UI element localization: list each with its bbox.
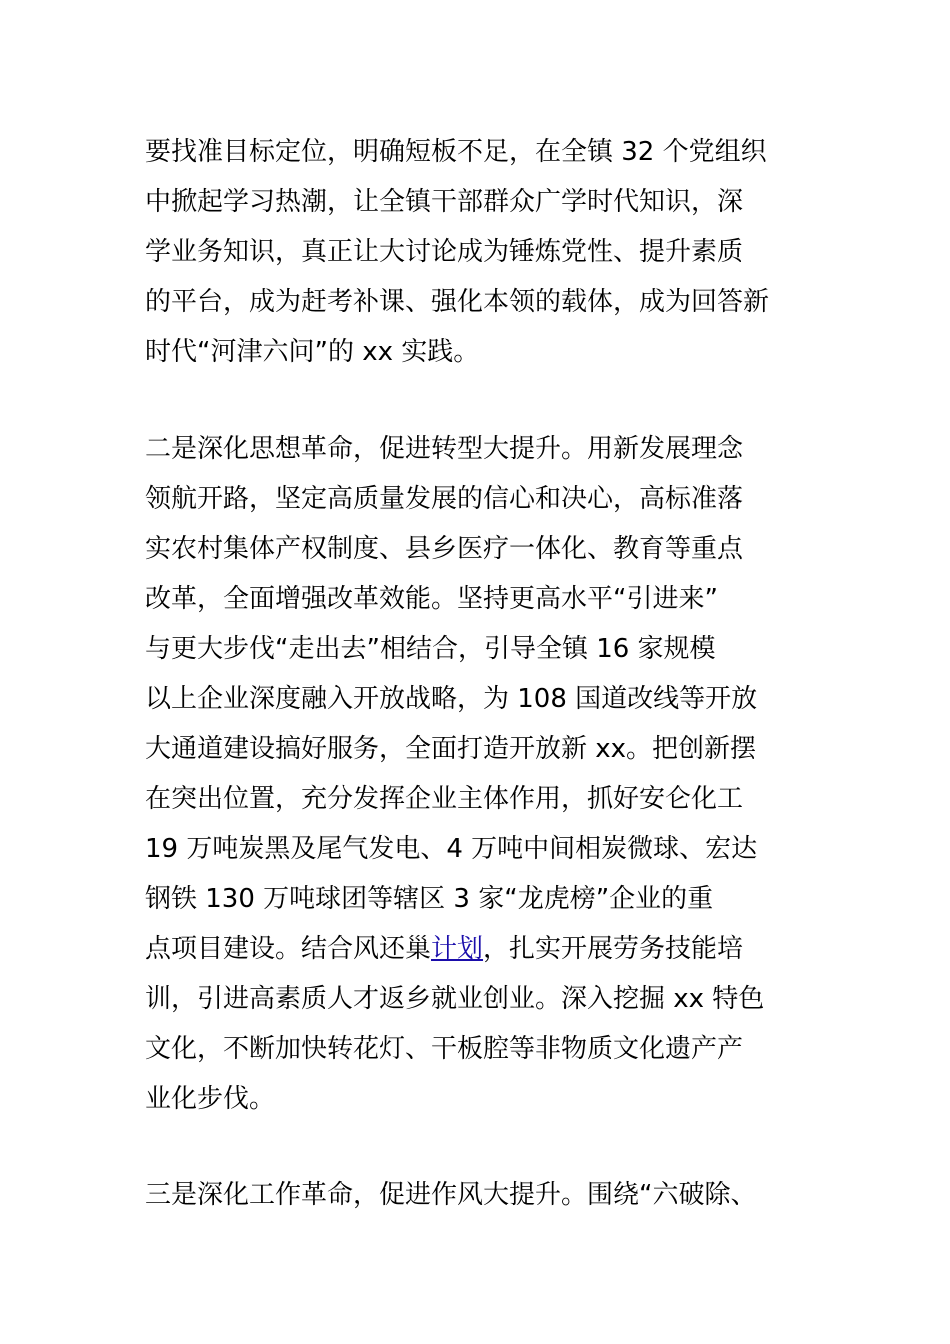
text-line: 学业务知识，真正让大讨论成为锤炼党性、提升素质: [145, 237, 744, 267]
text-line: 业化步伐。: [145, 1084, 276, 1114]
text-line: 要找准目标定位，明确短板不足，在全镇 32 个党组织: [145, 137, 767, 167]
text-line: 文化，不断加快转花灯、干板腔等非物质文化遗产产: [145, 1034, 744, 1064]
text-segment: 点项目建设。结合风还巢: [145, 934, 432, 964]
text-line-with-link: [145, 924, 743, 974]
text-line: 与更大步伐“走出去”相结合，引导全镇 16 家规模: [145, 634, 716, 664]
text-line: 时代“河津六问”的 xx 实践。: [145, 337, 480, 367]
text-line: 实农村集体产权制度、县乡医疗一体化、教育等重点: [145, 534, 744, 564]
text-line: 19 万吨炭黑及尾气发电、4 万吨中间相炭微球、宏达: [145, 834, 758, 864]
text-line: 三是深化工作革命，促进作风大提升。围绕“六破除、: [145, 1180, 757, 1210]
text-line: 在突出位置，充分发挥企业主体作用，抓好安仑化工: [145, 784, 744, 814]
text-line: 训，引进高素质人才返乡就业创业。深入挖掘 xx 特色: [145, 984, 765, 1014]
plan-link[interactable]: 计划: [431, 934, 484, 964]
text-line: 钢铁 130 万吨球团等辖区 3 家“龙虎榜”企业的重: [145, 884, 714, 914]
text-segment: ，扎实开展劳务技能培: [483, 934, 744, 964]
text-line: 的平台，成为赶考补课、强化本领的载体，成为回答新: [145, 287, 770, 317]
text-line: 二是深化思想革命，促进转型大提升。用新发展理念: [145, 434, 744, 464]
text-line: 以上企业深度融入开放战略，为 108 国道改线等开放: [145, 684, 758, 714]
text-line: 大通道建设搞好服务，全面打造开放新 xx。把创新摆: [145, 734, 757, 764]
text-line: 改革，全面增强改革效能。坚持更高水平“引进来”: [145, 584, 718, 614]
text-line: 领航开路，坚定高质量发展的信心和决心，高标准落: [145, 484, 744, 514]
text-line: 中掀起学习热潮，让全镇干部群众广学时代知识，深: [145, 187, 744, 217]
